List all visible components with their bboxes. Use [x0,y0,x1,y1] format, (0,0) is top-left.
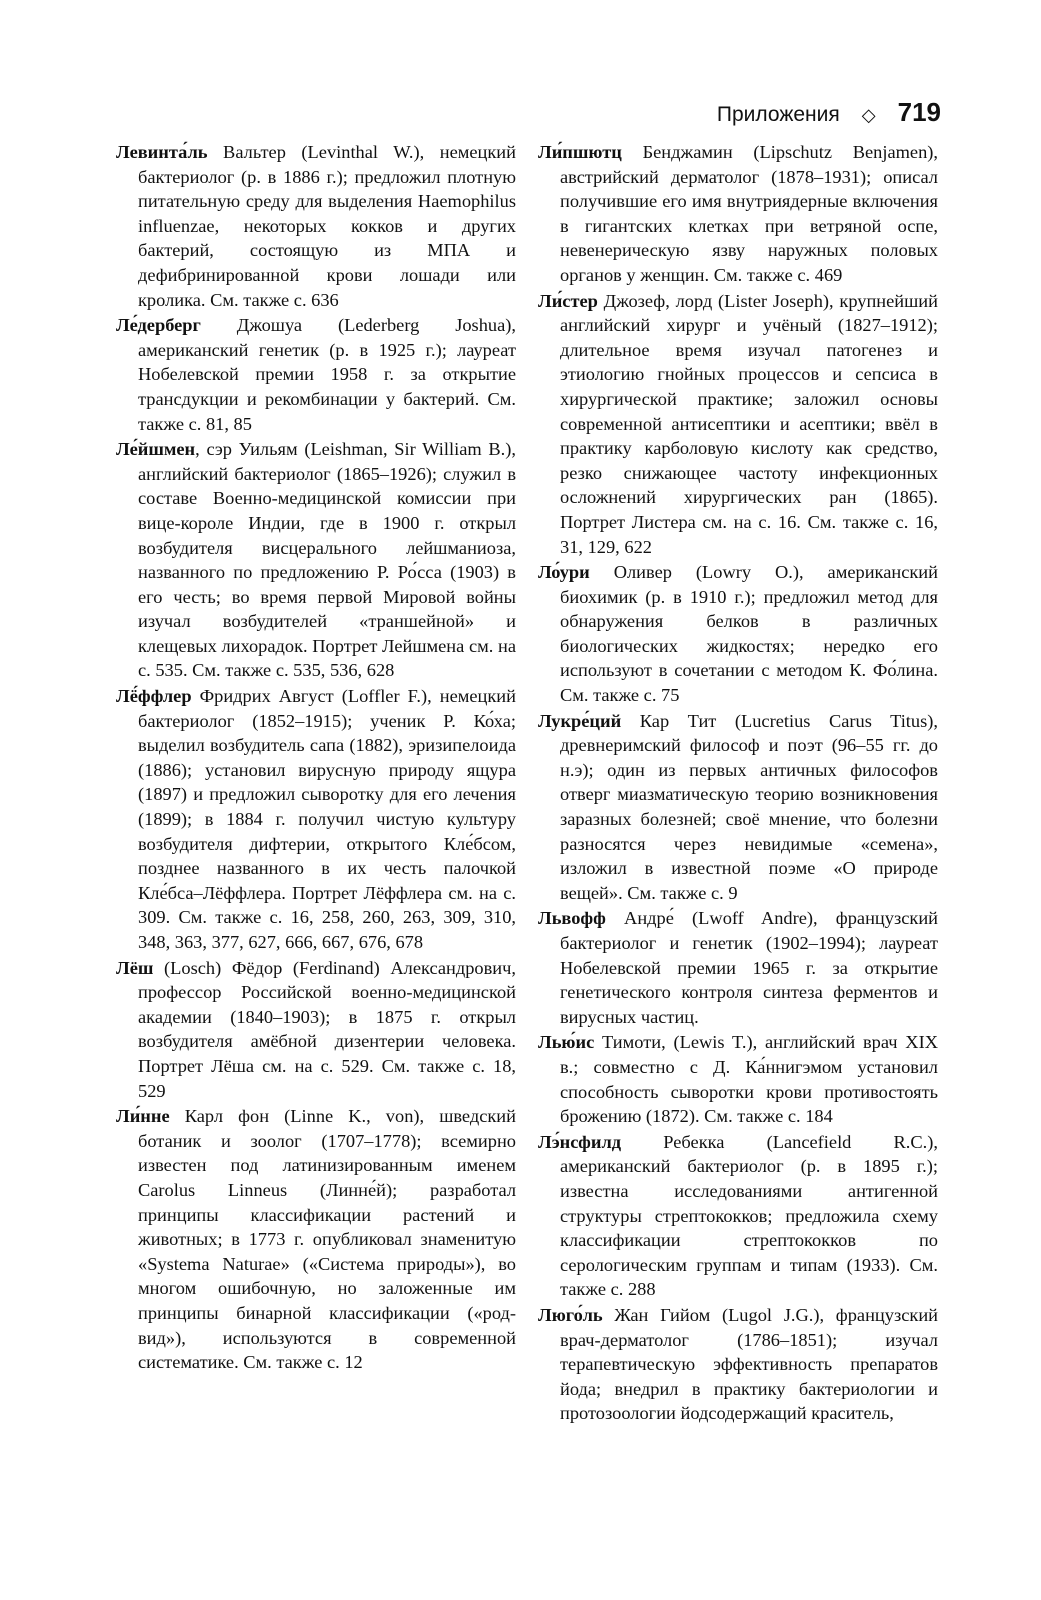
entry-headword: Люго́ль [538,1304,603,1325]
entry-headword: Ло́ури [538,562,590,583]
index-entry [538,560,938,708]
entry-text: (Losch) Фёдор (Ferdinand) Александрович, профессор Российской военно-медицинской академии (1840–1903); в 1875 г. открыл возбудителя амёбной дизентерии человека. Портрет Лёша см. на с. 529. См. также с. 18, 529 [138,957,516,1101]
diamond-ornament-icon: ◇ [861,105,876,126]
entry-headword: Лукре́ций [538,710,622,731]
entry-headword: Ли́стер [538,290,598,311]
entry-text: Вальтер (Levinthal W.), немецкий бактериолог (р. в 1886 г.); предложил плотную питательную среду для выделения Haemophilus influenzae, некоторых кокков и других бактерий, состоящую из МПА и дефибринированной крови лошади или кролика. См. также с. 636 [138,142,516,310]
right-column [538,140,938,1427]
section-title: Приложения [716,103,840,126]
entry-headword: Лэ́нсфилд [538,1131,622,1152]
entry-headword: Левинта́ль [116,142,208,162]
index-entry [538,709,938,906]
entry-text: Ребекка (Lancefield R.C.), американский бактериолог (р. в 1895 г.); известна исследованиями антигенной структуры стрептококков; предложила схему классификации стрептококков по серологическим группам и типам (1933). См. также с. 288 [560,1131,938,1300]
index-entry [538,1303,938,1426]
entry-text: Фридрих Август (Loffler F.), немецкий бактериолог (1852–1915); ученик Р. Ко́ха; выделил возбудитель сапа (1882), эризипелоида (1886); установил вирусную природу ящура (1897) и предложил сыворотку для его лечения (1899); в 1884 г. получил чистую культуру возбудителя дифтерии, открытого Кле́бсом, позднее названного в их честь палочкой Кле́бса–Лёффлера. Портрет Лёффлера см. на с. 309. См. также с. 16, 258, 260, 263, 309, 310, 348, 363, 377, 627, 666, 667, 676, 678 [138,686,516,952]
entry-text: , сэр Уильям (Leishman, Sir William B.), английский бактериолог (1865–1926); служил в составе Военно-медицинской комиссии при вице-короле Индии, где в 1900 г. открыл возбудителя висцерального лейшманиоза, названного по предложению Р. Ро́сса (1903) в его честь; во время первой Мировой войны изучал возбудителей «траншейной» и клещевых лихорадок. Портрет Лейшмена см. на с. 535. См. также с. 535, 536, 628 [138,439,516,681]
entry-headword: Ли́пшютц [538,142,622,162]
entry-headword: Ле́дерберг [116,315,201,336]
index-entry [538,906,938,1029]
running-header [717,97,941,128]
entry-text: Жан Гийом (Lugol J.G.), французский врач-дерматолог (1786–1851); изучал терапевтическую эффективность препаратов йода; внедрил в практику бактериологии и протозоологии йодсодержащий краситель, [560,1304,938,1424]
index-entry [116,684,516,955]
index-entry [116,313,516,436]
left-column [116,140,516,1376]
index-entry [538,1130,938,1302]
entry-text: Оливер (Lowry O.), американский биохимик (р. в 1910 г.); предложил метод для обнаружения белков в различных биологических жидкостях; нередко его используют в сочетании с методом К. Фо́лина. См. также с. 75 [560,562,938,706]
entry-headword: Львофф [538,908,606,929]
entry-text: Андре́ (Lwoff Andre), французский бактериолог и генетик (1902–1994); лауреат Нобелевской премии 1965 г. за открытие генетического контроля синтеза ферментов и вирусных частиц. [560,908,938,1027]
index-entry [538,140,938,288]
index-entry [538,1030,938,1128]
page-number: 719 [897,97,941,127]
entry-headword: Лёш [116,957,154,978]
entry-text: Тимоти, (Lewis T.), английский врач XIX в.; совместно с Д. Ка́ннигэмом установил способность сыворотки крови противостоять брожению (1872). См. также с. 184 [560,1032,938,1127]
entry-headword: Лью́ис [538,1032,595,1053]
entry-text: Карл фон (Linne K., von), шведский ботаник и зоолог (1707–1778); всемирно известен под латинизированным именем Carolus Linneus (Линне́й); разработал принципы классификации растений и животных; в 1773 г. опубликовал знаменитую «Systema Naturae» («Система природы»), во многом ошибочную, но заложенные им принципы бинарной классификации («род-вид»), используются в современной систематике. См. также с. 12 [138,1106,516,1373]
index-entry [538,289,938,560]
entry-headword: Ле́йшмен [116,439,196,460]
entry-headword: Лё́ффлер [116,686,192,707]
index-entry [116,1104,516,1375]
index-entry [116,437,516,683]
entry-headword: Ли́нне [116,1106,170,1127]
entry-text: Джозеф, лорд (Lister Joseph), крупнейший английский хирург и учёный (1827–1912); длительное время изучал патогенез и этиологию гнойных процессов и сепсиса в хирургической практике; заложил основы современной антисептики и асептики; ввёл в практику карболовую кислоту как средство, резко снижающее частоту инфекционных осложнений хирургических ран (1865). Портрет Листера см. на с. 16. См. также с. 16, 31, 129, 622 [560,290,938,557]
entry-text: Джошуа (Lederberg Joshua), американский генетик (р. в 1925 г.); лауреат Нобелевской премии 1958 г. за открытие трансдукции и рекомбинации у бактерий. См. также с. 81, 85 [138,315,516,434]
index-entry [116,140,516,312]
index-entry [116,956,516,1104]
entry-text: Кар Тит (Lucretius Carus Titus), древнеримский философ и поэт (96–55 гг. до н.э); один из первых античных философов отверг миазматическую теорию возникновения заразных болезней; своё мнение, что болезни разносятся через невидимые «семена», изложил в известной поэме «О природе вещей». См. также с. 9 [560,710,938,903]
entry-text: Бенджамин (Lipschutz Benjamen), австрийский дерматолог (1878–1931); описал получившие его имя внутриядерные включения в гигантских клетках при ветряной оспе, невенерическую язву наружных половых органов у женщин. См. также с. 469 [560,142,938,285]
